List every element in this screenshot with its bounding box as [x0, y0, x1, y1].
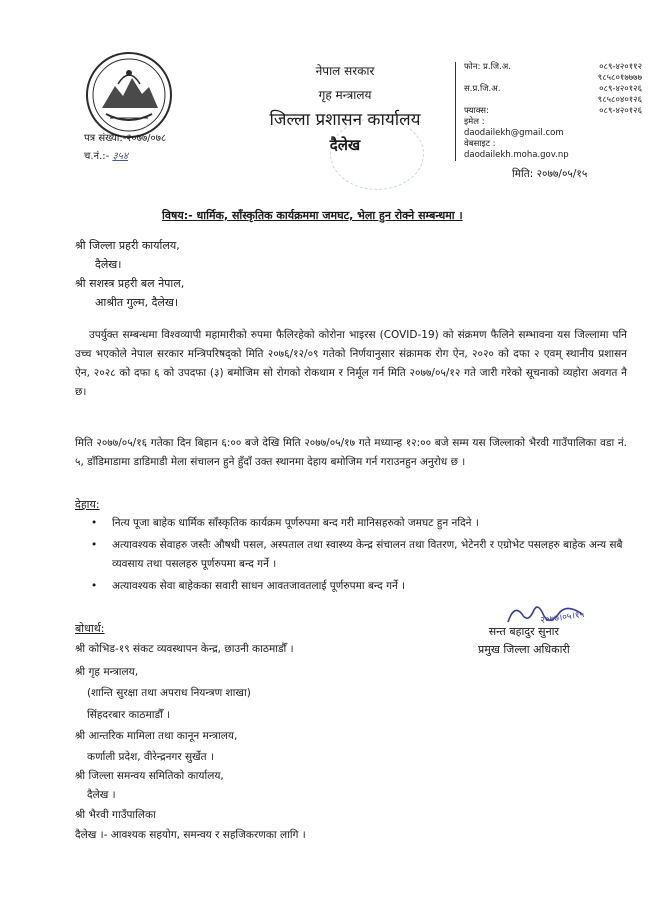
- cc-line: श्री जिल्ला समन्वय समितिको कार्यालय,: [75, 770, 224, 782]
- contact-row: [464, 84, 650, 95]
- contact-value: ०८९-४२०११२: [599, 62, 642, 72]
- contact-value: ९८५८०४०१२६: [597, 95, 642, 105]
- instruction-item: • नित्य पूजा बाहेक धार्मिक साँस्कृतिक कार्यक्रम पूर्णरुपमा बन्द गरी मानिसहरुको जमघट हुन नदिने ।: [75, 514, 627, 533]
- cc-title: बोधार्थ:: [75, 622, 105, 635]
- contact-label: फोन: प्र.जि.अ.: [464, 62, 511, 72]
- district-name: दैलेख: [329, 136, 361, 154]
- cc-line: श्री कोभिड-१९ संकट व्यवस्थापन केन्द्र, छाउनी काठमाडौँ ।: [75, 643, 294, 655]
- addressee-line: दैलेख।: [95, 258, 122, 271]
- body-paragraph-2: मिति २०७७/०५/१६ गतेका दिन बिहान ६:०० बजे देखि मिति २०७७/०५/१७ गते मध्यान्ह १२:०० बजे सम्म यस जिल्लाको भैरवी गाउँपालिका वडा नं. ५, डाँडिमाडामा डाडिमाडी मेला संचालन हुने हुँदाँ उक्त स्थानमा देहाय बमोजिम गर्न गराउनहुन अनुरोध छ ।: [75, 437, 627, 468]
- email-address[interactable]: daodailekh@gmail.com: [464, 128, 564, 138]
- instruction-list: [75, 514, 627, 599]
- signatory-block: [478, 623, 570, 659]
- dispatch-number-row: [84, 148, 166, 166]
- contact-value: ०८९-४२०१२६: [599, 106, 642, 116]
- contact-row: [464, 62, 650, 73]
- contact-row: [464, 95, 650, 106]
- dispatch-label: च.नं.:-: [84, 151, 110, 162]
- addressee-line: श्री सशस्त्र प्रहरी बल नेपाल,: [75, 277, 185, 290]
- instruction-item: • अत्यावश्यक सेवा बाहेकका सवारी साधन आवतजावतलाई पूर्णरुपमा बन्द गर्ने ।: [75, 577, 627, 596]
- signatory-name: सन्त बहादुर सुनार: [488, 625, 560, 638]
- letterhead: [240, 62, 450, 156]
- signature-date: २०७७।०५।१५: [539, 609, 585, 627]
- addressee-line: श्री जिल्ला प्रहरी कार्यालय,: [75, 239, 180, 252]
- dehay-label: देहाय:: [75, 498, 100, 511]
- contact-block: [455, 62, 650, 161]
- ministry-name: गृह मन्त्रालय: [318, 88, 372, 102]
- govt-name: नेपाल सरकार: [315, 64, 375, 78]
- website-label: वेबसाइट :: [464, 139, 496, 149]
- addressee-line: आश्रीत गुल्म, दैलेख।: [95, 296, 179, 309]
- contact-label: फ्याक्स:: [464, 106, 489, 116]
- letter-date: मिति: २०७७/०५/१५: [512, 168, 588, 180]
- instruction-item: • अत्यावश्यक सेवाहरु जस्तैः औषधी पसल, अस्पताल तथा स्वास्थ्य केन्द्र संचालन तथा वितरण, भेटेनरी र एग्रोभेट पसलहरु बाहेक अन्य सबै व्यवसाय तथा पसलहरु पूर्णरुपमा बन्द गर्ने ।: [75, 536, 627, 574]
- email-label: इमेल :: [464, 117, 485, 127]
- cc-line: (शान्ति सुरक्षा तथा अपराध नियन्त्रण शाखा): [87, 687, 251, 699]
- contact-value: ९८५८०१७७७७: [597, 73, 642, 83]
- subject-line: विषय:- धार्मिक, साँस्कृतिक कार्यक्रममा जमघट, भेला हुन रोक्ने सम्बन्धमा ।: [162, 209, 463, 222]
- cc-line: दैलेख ।- आवश्यक सहयोग, समन्वय र सहजिकरणका लागि ।: [75, 829, 306, 841]
- cc-line: सिंहदरबार काठमाडौँ ।: [87, 709, 171, 721]
- cc-line: श्री भैरवी गाउँपालिका: [75, 809, 156, 821]
- body-paragraph-1: उपर्युक्त सम्बन्धमा विश्वव्यापी महामारीको रुपमा फैलिरहेको कोरोना भाइरस (COVID-19) को संक्रमण फैलिने सम्भावना यस जिल्लामा पनि उच्च भएकोले नेपाल सरकार मन्त्रिपरिषद्को मिति २०७६/१२/०९ गतेको निर्णयानुसार संक्रामक रोग ऐन, २०२० को दफा २ एवम् स्थानीय प्रशासन ऐन, २०२८ को दफा ६ को उपदफा (३) बमोजिम सो रोगको रोकथाम र निर्मूल गर्न मिति २०७७/०५/१२ गते जारी गरेको सूचनाको व्यहोरा अवगत नै छ।: [75, 329, 627, 398]
- contact-row: [464, 73, 650, 84]
- cc-line: श्री आन्तरिक मामिला तथा कानून मन्त्रालय,: [75, 730, 238, 742]
- contact-label: [464, 73, 516, 84]
- website-address[interactable]: daodailekh.moha.gov.np: [464, 150, 569, 160]
- signatory-title: प्रमुख जिल्ला अधिकारी: [478, 643, 570, 656]
- contact-row: [464, 106, 650, 117]
- letter-number: पत्र संख्या:-२०७७/०७८: [84, 133, 167, 144]
- cc-line: श्री गृह मन्त्रालय,: [75, 666, 139, 678]
- office-name: जिल्ला प्रशासन कार्यालय: [269, 110, 421, 130]
- cc-line: कर्णाली प्रदेश, वीरेन्द्रनगर सुर्खेत ।: [87, 751, 214, 763]
- contact-value: ०८९-४२०१२६: [599, 84, 642, 94]
- reference-block: [84, 130, 166, 166]
- contact-label: स.प्र.जि.अ.: [464, 84, 501, 94]
- dispatch-number: ३५४: [112, 151, 129, 162]
- contact-label: [464, 95, 516, 106]
- cc-line: दैलेख ।: [87, 789, 116, 801]
- nepal-emblem: [86, 52, 172, 138]
